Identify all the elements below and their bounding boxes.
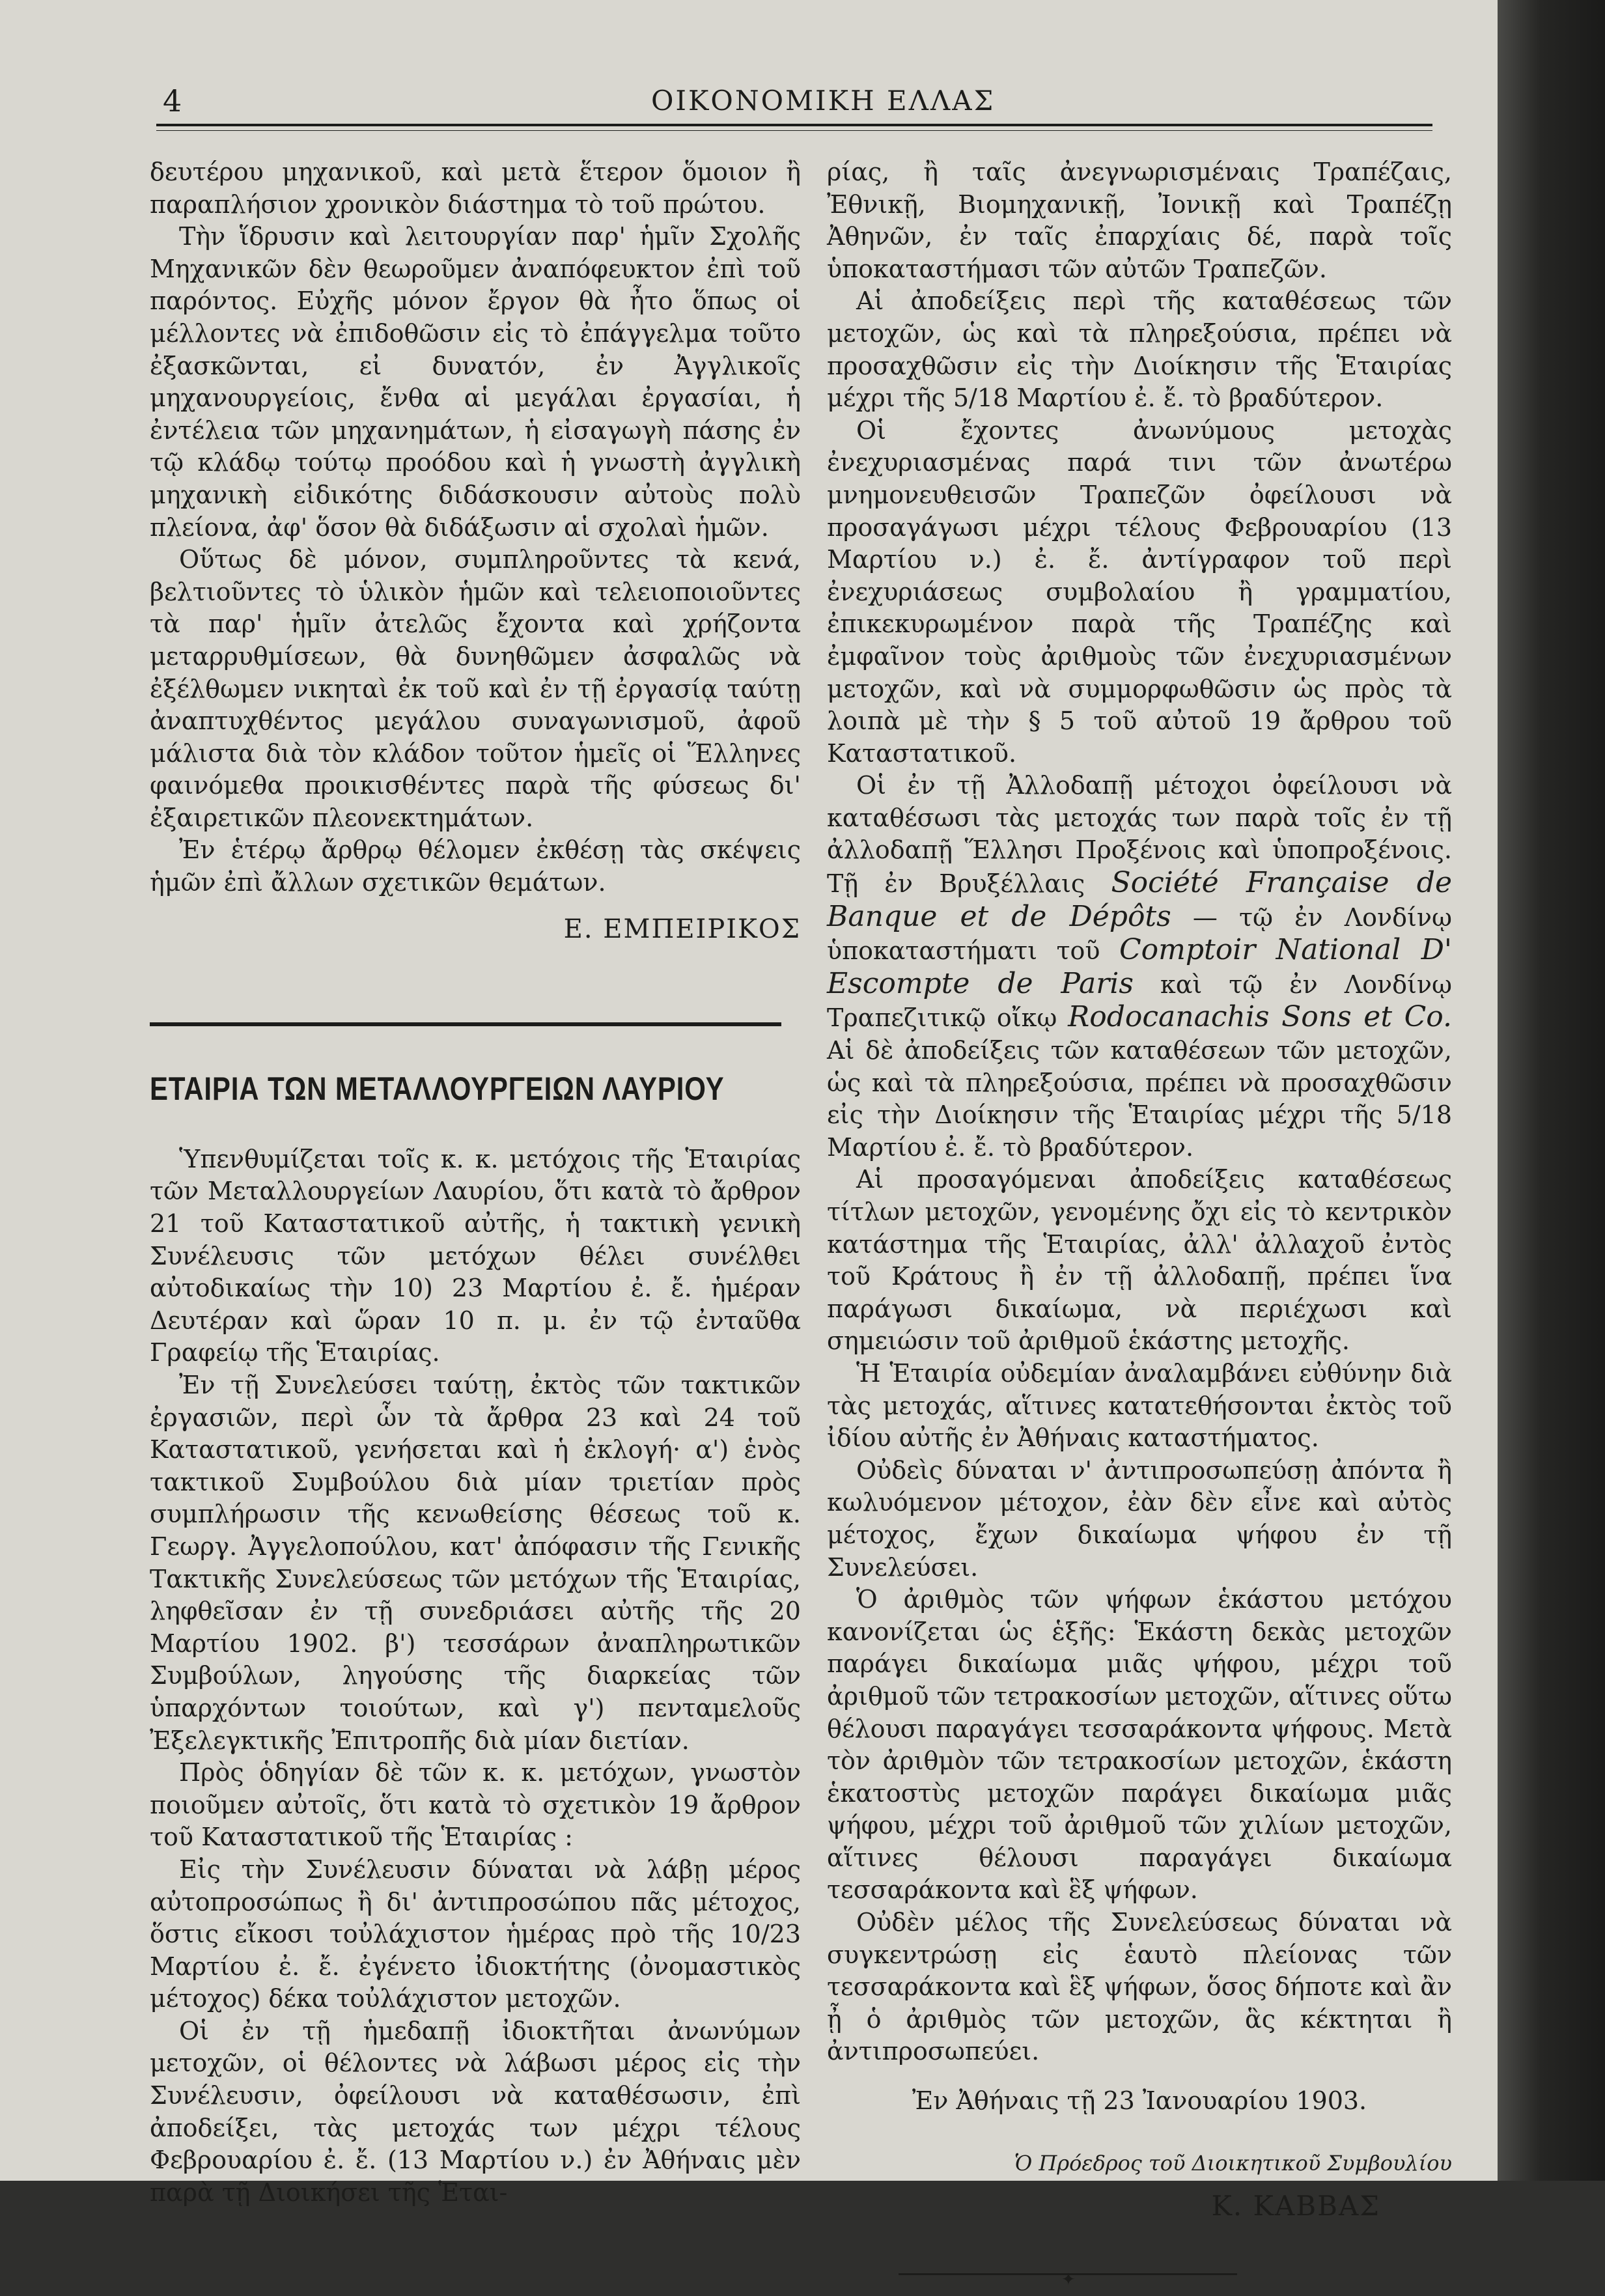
- notice-paragraph: Οἱ ἐν τῇ ἡμεδαπῇ ἰδιοκτῆται ἀνωνύμων μετοχῶν, οἱ θέλοντες νὰ λάβωσι μέρος εἰς τὴν Συνέλευσιν, ὀφείλουσι νὰ καταθέσωσιν, ἐπὶ ἀποδείξει, τὰς μετοχάς των μέχρι τέλους Φεβρουαρίου ἐ. ἔ. (13 Μαρτίου ν.) ἐν Ἀθήναις μὲν παρὰ τῇ Διοικήσει τῆς Ἑται-: [150, 2016, 801, 2207]
- notice-paragraph: Οἱ ἔχοντες ἀνωνύμους μετοχὰς ἐνεχυριασμένας παρά τινι τῶν ἀνωτέρω μνημονευθεισῶν Τραπεζῶν ὀφείλουσι νὰ προσαγάγωσι μέχρι τέλους Φεβρουαρίου (13 Μαρτίου ν.) ἐ. ἔ. ἀντίγραφον τοῦ περὶ ἐνεχυριάσεως συμβολαίου ἢ γραμματίου, ἐπικεκυρωμένον παρὰ τῆς Τραπέζης καὶ ἐμφαῖνον τοὺς ἀριθμοὺς τῶν ἐνεχυριασμένων μετοχῶν, καὶ νὰ συμμορφωθῶσιν ὡς πρὸς τὰ λοιπὰ μὲ τὴν § 5 τοῦ αὐτοῦ 19 ἄρθρου τοῦ Καταστατικοῦ.: [827, 415, 1452, 768]
- section-divider: [150, 1022, 781, 1026]
- right-column: [827, 156, 1452, 2289]
- date-line: Ἐν Ἀθήναις τῇ 23 Ἰανουαρίου 1903.: [912, 2086, 1367, 2116]
- foreign-text-4: Αἱ δὲ ἀποδείξεις τῶν καταθέσεων τῶν μετοχῶν, ὡς καὶ τὰ πληρεξούσια, πρέπει νὰ προσαχθῶσιν εἰς τὴν Διοίκησιν τῆς Ἑταιρίας μέχρι τῆς 5/18 Μαρτίου ἐ. ἔ. τὸ βραδύτερον.: [827, 1036, 1452, 1162]
- notice-paragraph: Ἡ Ἑταιρία οὐδεμίαν ἀναλαμβάνει εὐθύνην διὰ τὰς μετοχάς, αἵτινες κατατεθήσονται ἐκτὸς τοῦ ἰδίου αὐτῆς ἐν Ἀθήναις καταστήματος.: [827, 1358, 1452, 1453]
- notice-paragraph: Εἰς τὴν Συνέλευσιν δύναται νὰ λάβῃ μέρος αὐτοπροσώπως ἢ δι' ἀντιπροσώπου πᾶς μέτοχος, ὅστις εἴκοσι τοὐλάχιστον ἡμέρας πρὸ τῆς 10/23 Μαρτίου ἐ. ἔ. ἐγένετο ἰδιοκτήτης (ὀνομαστικὸς μέτοχος) δέκα τοὐλάχιστον μετοχῶν.: [150, 1855, 801, 2013]
- notice-paragraph: Αἱ προσαγόμεναι ἀποδείξεις καταθέσεως τίτλων μετοχῶν, γενομένης ὄχι εἰς τὸ κεντρικὸν κατάστημα τῆς Ἑταιρίας, ἀλλ' ἀλλαχοῦ ἐντὸς τοῦ Κράτους ἢ ἐν τῇ ἀλλοδαπῇ, πρέπει ἵνα παράγωσι δικαίωμα, νὰ περιέχωσι καὶ σημειώσιν τοῦ ἀριθμοῦ ἑκάστης μετοχῆς.: [827, 1165, 1452, 1356]
- header-rule-thin: [156, 130, 1432, 131]
- end-ornament-icon: ✦: [1061, 2269, 1076, 2289]
- foreign-text-3: καὶ τῷ ἐν Λονδίνῳ Τραπεζιτικῷ οἴκῳ: [827, 970, 1452, 1033]
- book-binding-edge: [1498, 0, 1605, 2181]
- notice-paragraph: Οὐδὲν μέλος τῆς Συνελεύσεως δύναται νὰ συγκεντρώσῃ εἰς ἑαυτὸ πλείονας τῶν τεσσαράκοντα καὶ ἓξ ψήφων, ὅσος δήποτε καὶ ἂν ᾖ ὁ ἀριθμὸς τῶν μετοχῶν, ἃς κέκτηται ἢ ἀντιπροσωπεύει.: [827, 1908, 1452, 2066]
- foreign-shareholders-paragraph: [827, 770, 1452, 1164]
- page-number: 4: [163, 83, 182, 119]
- author-signature: Ε. ΕΜΠΕΙΡΙΚΟΣ: [563, 914, 801, 944]
- article-paragraph: Οὕτως δὲ μόνον, συμπληροῦντες τὰ κενά, βελτιοῦντες τὸ ὑλικὸν ἡμῶν καὶ τελειοποιοῦντες τὰ παρ' ἡμῖν ἀτελῶς ἔχοντα καὶ χρήζοντα μεταρρυθμίσεων, θὰ δυνηθῶμεν ἀσφαλῶς νὰ ἐξέλθωμεν νικηταὶ ἐκ τοῦ καὶ ἐν τῇ ἐργασίᾳ ταύτῃ ἀναπτυχθέντος μεγάλου συναγωνισμοῦ, ἀφοῦ μάλιστα διὰ τὸν κλάδον τοῦτον ἡμεῖς οἱ Ἕλληνες φαινόμεθα προικισθέντες παρὰ τῆς φύσεως δι' ἐξαιρετικῶν πλεονεκτημάτων.: [150, 545, 801, 832]
- bank-name-rodocanachis: Rodocanachis Sons et Co.: [1068, 1000, 1452, 1034]
- foreign-text-1: Οἱ ἐν τῇ Ἀλλοδαπῇ μέτοχοι ὀφείλουσι νὰ καταθέσωσι τὰς μετοχάς των παρὰ τοῖς ἐν τῇ ἀλλοδαπῇ Ἕλλησι Προξένοις καὶ ὑποπροξένοις. Τῇ ἐν Βρυξέλλαις: [827, 771, 1452, 899]
- end-rule: [899, 2269, 1237, 2289]
- article-paragraph: δευτέρου μηχανικοῦ, καὶ μετὰ ἕτερον ὅμοιον ἢ παραπλήσιον χρονικὸν διάστημα τὸ τοῦ πρώτου.: [150, 158, 801, 219]
- notice-paragraph: ρίας, ἢ ταῖς ἀνεγνωρισμέναις Τραπέζαις, Ἐθνικῇ, Βιομηχανικῇ, Ἰονικῇ καὶ Τραπέζῃ Ἀθηνῶν, ἐν ταῖς ἐπαρχίαις δέ, παρὰ τοῖς ὑποκαταστήμασι τῶν αὐτῶν Τραπεζῶν.: [827, 158, 1452, 283]
- notice-paragraph: Αἱ ἀποδείξεις περὶ τῆς καταθέσεως τῶν μετοχῶν, ὡς καὶ τὰ πληρεξούσια, πρέπει νὰ προσαχθῶσιν εἰς τὴν Διοίκησιν τῆς Ἑταιρίας μέχρι τῆς 5/18 Μαρτίου ἐ. ἔ. τὸ βραδύτερον.: [827, 287, 1452, 413]
- masthead-title: ΟΙΚΟΝΟΜΙΚΗ ΕΛΛΑΣ: [651, 85, 996, 117]
- section-title: ΕΤΑΙΡΙΑ ΤΩΝ ΜΕΤΑΛΛΟΥΡΓΕΙΩΝ ΛΑΥΡΙΟΥ: [150, 1071, 725, 1108]
- bank-name-societe: Société Française de Banque et de Dépôts: [827, 866, 1452, 933]
- notice-paragraph: Οὐδεὶς δύναται ν' ἀντιπροσωπεύσῃ ἀπόντα ἢ κωλυόμενον μέτοχον, ἐὰν δὲν εἶνε καὶ αὐτὸς μέτοχος, ἔχων δικαίωμα ψήφου ἐν τῇ Συνελεύσει.: [827, 1455, 1452, 1582]
- bank-name-comptoir: Comptoir National D' Escompte de Paris: [827, 933, 1452, 1000]
- notice-paragraph: Πρὸς ὁδηγίαν δὲ τῶν κ. κ. μετόχων, γνωστὸν ποιοῦμεν αὐτοῖς, ὅτι κατὰ τὸ σχετικὸν 19 ἄρθρον τοῦ Καταστατικοῦ τῆς Ἑταιρίας :: [150, 1758, 801, 1852]
- foreign-text-2: — τῷ ἐν Λονδίνῳ ὑποκαταστήματι τοῦ: [827, 903, 1452, 966]
- notice-paragraph: Ὑπενθυμίζεται τοῖς κ. κ. μετόχοις τῆς Ἑταιρίας τῶν Μεταλλουργείων Λαυρίου, ὅτι κατὰ τὸ ἄρθρον 21 τοῦ Καταστατικοῦ αὐτῆς, ἡ τακτικὴ γενικὴ Συνέλευσις τῶν μετόχων θέλει συνέλθει αὐτοδικαίως τὴν 10) 23 Μαρτίου ἐ. ἔ. ἡμέραν Δευτέραν καὶ ὥραν 10 π. μ. ἐν τῷ ἐνταῦθα Γραφείῳ τῆς Ἑταιρίας.: [150, 1144, 801, 1367]
- article-paragraph: Τὴν ἵδρυσιν καὶ λειτουργίαν παρ' ἡμῖν Σχολῆς Μηχανικῶν δὲν θεωροῦμεν ἀναπόφευκτον ἐπὶ τοῦ παρόντος. Εὐχῆς μόνον ἔργον θὰ ἦτο ὅπως οἱ μέλλοντες νὰ ἐπιδοθῶσιν εἰς τὸ ἐπάγγελμα τοῦτο ἐξασκῶνται, εἰ δυνατόν, ἐν Ἀγγλικοῖς μηχανουργείοις, ἔνθα αἱ μεγάλαι ἐργασίαι, ἡ ἐντέλεια τῶν μηχανημάτων, ἡ εἰσαγωγὴ πάσης ἐν τῷ κλάδῳ τούτῳ προόδου καὶ ἡ γνωστὴ ἀγγλικὴ μηχανικὴ εἰδικότης διδάσκουσιν αὐτοὺς πολὺ πλείονα, ἀφ' ὅσον θὰ διδάξωσιν αἱ σχολαὶ ἡμῶν.: [150, 222, 801, 542]
- notice-paragraph: Ὁ ἀριθμὸς τῶν ψήφων ἑκάστου μετόχου κανονίζεται ὡς ἑξῆς: Ἑκάστη δεκὰς μετοχῶν παράγει δικαίωμα μιᾶς ψήφου, μέχρι τοῦ ἀριθμοῦ τῶν τετρακοσίων μετοχῶν, αἵτινες οὕτω θέλουσι παραγάγει τεσσαράκοντα ψήφους. Μετὰ τὸν ἀριθμὸν τῶν τετρακοσίων μετοχῶν, ἑκάστη ἑκατοστὺς μετοχῶν παράγει δικαίωμα μιᾶς ψήφου, μέχρι τοῦ ἀριθμοῦ τῶν χιλίων μετοχῶν, αἵτινες θέλουσι παραγάγει δικαίωμα τεσσαράκοντα καὶ ἓξ ψήφων.: [827, 1585, 1452, 1905]
- president-title: Ὁ Πρόεδρος τοῦ Διοικητικοῦ Συμβουλίου: [1014, 2150, 1452, 2176]
- article-paragraph: Ἐν ἑτέρῳ ἄρθρῳ θέλομεν ἐκθέσῃ τὰς σκέψεις ἡμῶν ἐπὶ ἄλλων σχετικῶν θεμάτων.: [150, 835, 801, 897]
- notice-paragraph: Ἐν τῇ Συνελεύσει ταύτῃ, ἐκτὸς τῶν τακτικῶν ἐργασιῶν, περὶ ὧν τὰ ἄρθρα 23 καὶ 24 τοῦ Καταστατικοῦ, γενήσεται καὶ ἡ ἐκλογή· α') ἑνὸς τακτικοῦ Συμβούλου διὰ μίαν τριετίαν πρὸς συμπλήρωσιν τῆς κενωθείσης θέσεως τοῦ κ. Γεωργ. Ἀγγελοπούλου, κατ' ἀπόφασιν τῆς Γενικῆς Τακτικῆς Συνελεύσεως τῶν μετόχων τῆς Ἑταιρίας, ληφθεῖσαν ἐν τῇ συνεδριάσει αὐτῆς τῆς 20 Μαρτίου 1902. β') τεσσάρων ἀναπληρωτικῶν Συμβούλων, ληγούσης τῆς διαρκείας τῶν ὑπαρχόντων τοιούτων, καὶ γ') πενταμελοῦς Ἐξελεγκτικῆς Ἐπιτροπῆς διὰ μίαν διετίαν.: [150, 1371, 801, 1755]
- president-name: Κ. ΚΑΒΒΑΣ: [1211, 2190, 1380, 2222]
- header-rule: [156, 124, 1432, 126]
- left-column: [150, 156, 801, 2209]
